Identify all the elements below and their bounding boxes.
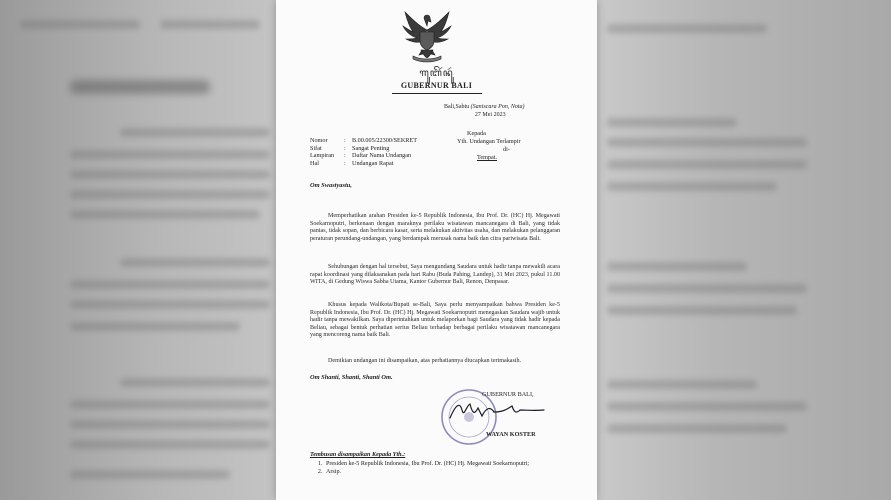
meta-sep: : — [344, 152, 346, 159]
meta-row-nomor — [310, 137, 417, 145]
blurred-text-line — [70, 150, 270, 159]
day-balinese: (Saniscara Pon, Nota) — [470, 104, 525, 110]
cc-list — [310, 460, 574, 476]
balinese-script-header: ꦒꦸꦧꦼꦂꦤꦸꦂ — [419, 68, 454, 79]
blurred-text-line — [607, 424, 787, 433]
blurred-text-line — [70, 170, 270, 179]
blurred-text-line — [70, 280, 270, 289]
day-name: Sabtu — [455, 104, 470, 110]
blurred-text-line — [70, 210, 260, 219]
blurred-text-line — [70, 420, 270, 429]
letter-metadata — [310, 137, 417, 167]
meta-row-lampiran — [310, 152, 417, 160]
cc-item: 2. Arsip. — [324, 468, 574, 476]
blurred-heading — [70, 80, 210, 94]
blurred-text-line — [70, 440, 270, 449]
blurred-text-line — [120, 128, 270, 137]
blurred-text-line — [607, 118, 737, 127]
meta-value: B.00.005/22300/SEKRET — [352, 137, 417, 144]
letterhead-divider — [392, 93, 482, 94]
meta-key: Nomor — [310, 137, 328, 144]
recipient-kepada: Kepada — [467, 130, 486, 137]
background-page-right — [597, 0, 891, 500]
body-paragraph: Sehubungan dengan hal tersebut, Saya mengundang Saudara untuk hadir tanpa mewakili acara rapat koordinasi yang dilaksanakan pada hari Rabu (Buda Pahing, Landep), 31 Mei 2023, pukul 11.00 WITA, di Gedung Wiswa Sabha Utama, Kantor Gubernur Bali, Renon, Denpasar. — [310, 264, 560, 286]
meta-sep: : — [344, 137, 346, 144]
blurred-text-line — [70, 470, 230, 479]
blurred-text-line — [120, 258, 270, 267]
cc-item: 1. Presiden ke-5 Republik Indonesia, Ibu Prof. Dr. (HC) Hj. Megawati Soekarnoputri; — [324, 460, 574, 468]
blurred-text-line — [70, 400, 270, 409]
blurred-text-line — [607, 182, 777, 191]
place-and-date — [444, 103, 525, 119]
letter-page — [276, 0, 597, 500]
recipient-block — [457, 130, 521, 162]
meta-sep: : — [344, 159, 346, 167]
recipient-line: Yth. Undangan Terlampir — [457, 138, 521, 145]
blurred-text-line — [607, 262, 747, 271]
body-paragraph: Khusus kepada Walikota/Bupati se-Bali, Saya perlu menyampaikan bahwa Presiden ke-5 Republik Indonesia, Ibu Prof. Dr. (HC) Hj. Megawati Soekarnoputri menegaskan Saudara wajib untuk hadir tanpa mewakilkan. Saya diperintahkan untuk melaporkan bagi Saudara yang tidak hadir kepada Beliau, sebagai bentuk perhatian serius Beliau terhadap berbagai perilaku wisatawan mancanegara yang mencoreng nama baik Bali. — [310, 302, 560, 339]
blurred-text-line — [607, 24, 767, 33]
blurred-text-line — [120, 378, 270, 387]
meta-value: Undangan Rapat — [352, 159, 394, 167]
letter-date: 27 Mei 2023 — [474, 112, 506, 118]
signatory-name: WAYAN KOSTER — [486, 431, 536, 438]
meta-key: Lampiran — [310, 152, 335, 159]
recipient-tempat: Tempat. — [477, 154, 498, 161]
garuda-emblem-icon — [399, 8, 455, 64]
blurred-text-line — [607, 284, 807, 293]
cc-heading: Tembusan disampaikan Kepada Yth.: — [310, 451, 406, 458]
meta-row-hal — [310, 160, 417, 168]
meta-value: Sangat Penting — [352, 144, 390, 152]
recipient-di: di- — [503, 146, 510, 153]
place: Bali, — [444, 104, 456, 110]
blurred-text-line — [607, 380, 757, 389]
blurred-text-line — [607, 402, 807, 411]
blurred-text-line — [607, 138, 807, 147]
body-paragraph: Demikian undangan ini disampaikan, atas perhatiannya diucapkan terimakasih. — [328, 358, 522, 365]
meta-sep: : — [344, 144, 346, 152]
blurred-text-line — [607, 306, 797, 315]
blurred-text-line — [20, 20, 140, 29]
blurred-text-line — [70, 322, 240, 331]
blurred-text-line — [70, 300, 270, 309]
salutation-opening: Om Swastyastu, — [310, 182, 352, 189]
blurred-text-line — [70, 190, 270, 199]
salutation-closing: Om Shanti, Shanti, Shanti Om. — [310, 374, 393, 381]
background-page-left — [0, 0, 276, 500]
meta-key: Sifat — [310, 144, 322, 152]
blurred-text-line — [160, 20, 260, 29]
body-paragraph: Memperhatikan arahan Presiden ke-5 Republik Indonesia, Ibu Prof. Dr. (HC) Hj. Megawati Soekarnoputri, berkenaan dengan maraknya perilaku wisatawan mancanegara di Bali, yang tidak pantas, tidak sopan, dan berbicara kasar, serta melakukan aktivitas usaha, dan melakukan pelanggaran peraturan perundang-undangan, yang berdampak merusak nama baik dan citra pariwisata Bali. — [310, 213, 560, 242]
signatory-title: GUBERNUR BALI, — [482, 391, 534, 398]
meta-key: Hal — [310, 159, 319, 167]
blurred-text-line — [607, 160, 807, 169]
meta-value: Daftar Nama Undangan — [352, 152, 412, 159]
handwritten-signature-icon — [446, 398, 546, 424]
meta-row-sifat — [310, 145, 417, 153]
letterhead-title: GUBERNUR BALI — [400, 81, 473, 90]
